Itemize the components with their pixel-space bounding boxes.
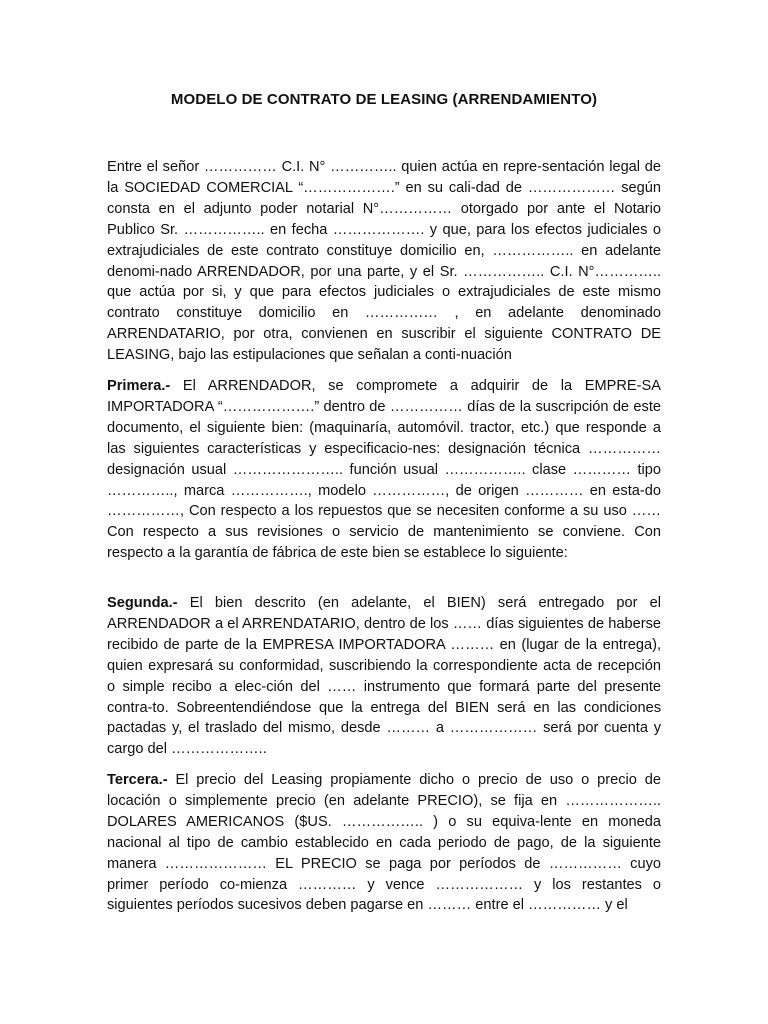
clause-text: El precio del Leasing propiamente dicho o precio de uso o precio de locación o simplemente precio (en adelante PRECIO), se fija en ……………….. DOLARES AMERICANOS ($US. …………….. ) o su equiva-lente en moneda nacional al tipo de cambio establecido en cada periodo de pago, de la siguiente manera ………………… EL PRECIO se paga por períodos de …………… cuyo primer período co-mienza ………… y vence ……………… y los restantes o siguientes períodos sucesivos deben pagarse en ……… entre el …………… y el [107,772,661,914]
clause-label: Primera.- [107,378,171,394]
clause-label: Segunda.- [107,595,178,611]
document-title: MODELO DE CONTRATO DE LEASING (ARRENDAMIENTO) [170,91,598,108]
clause-text: El ARRENDADOR, se compromete a adquirir de la EMPRE-SA IMPORTADORA “……………….” dentro de …………… días de la suscripción de este documento, el siguiente bien: (maquinaría, automóvil. tractor, etc.) que responde a las siguientes características y especificacio-nes: designación técnica …………… designación usual ………………….. función usual …………….. clase ………… tipo ………….., marca ……………., modelo ……………, de origen ………… en esta-do ……………, Con respecto a los repuestos que se necesiten conforme a su uso …… Con respecto a sus revisiones o servicio de mantenimiento se conviene. Con respecto a la garantía de fábrica de este bien se establece lo siguiente: [107,378,661,562]
clause-segunda [107,593,661,760]
clause-text: El bien descrito (en adelante, el BIEN) será entregado por el ARRENDADOR a el ARRENDATARIO, dentro de los …… días siguientes de haberse recibido de parte de la EMPRESA IMPORTADORA ……… en (lugar de la entrega), quien expresará su conformidad, suscribiendo la correspondiente acta de recepción o simple recibo a elec-ción del …… instrumento que formará parte del presente contra-to. Sobreentendiéndose que la entrega del BIEN será en las condiciones pactadas y, el traslado del mismo, desde ……… a ……………… será por cuenta y cargo del ……………….. [107,595,661,758]
clause-tercera [107,770,661,916]
clause-label: Tercera.- [107,772,168,788]
clause-primera [107,376,661,564]
intro-paragraph: Entre el señor …………… C.I. N° ………….. quien actúa en repre-sentación legal de la SOCIEDAD COMERCIAL “……………….” en su cali-dad de ……………… según consta en el adjunto poder notarial N°…………… otorgado por ante el Notario Publico Sr. …………….. en fecha ………………. y que, para los efectos judiciales o extrajudiciales de este contrato constituye domicilio en, …………….. en adelante denomi-nado ARRENDADOR, por una parte, y el Sr. …………….. C.I. N°………….. que actúa por si, y que para efectos judiciales o extrajudiciales de este mismo contrato constituye domicilio en …………… , en adelante denominado ARRENDATARIO, por otra, convienen en suscribir el siguiente CONTRATO DE LEASING, bajo las estipulaciones que señalan a conti-nuación [107,159,661,364]
